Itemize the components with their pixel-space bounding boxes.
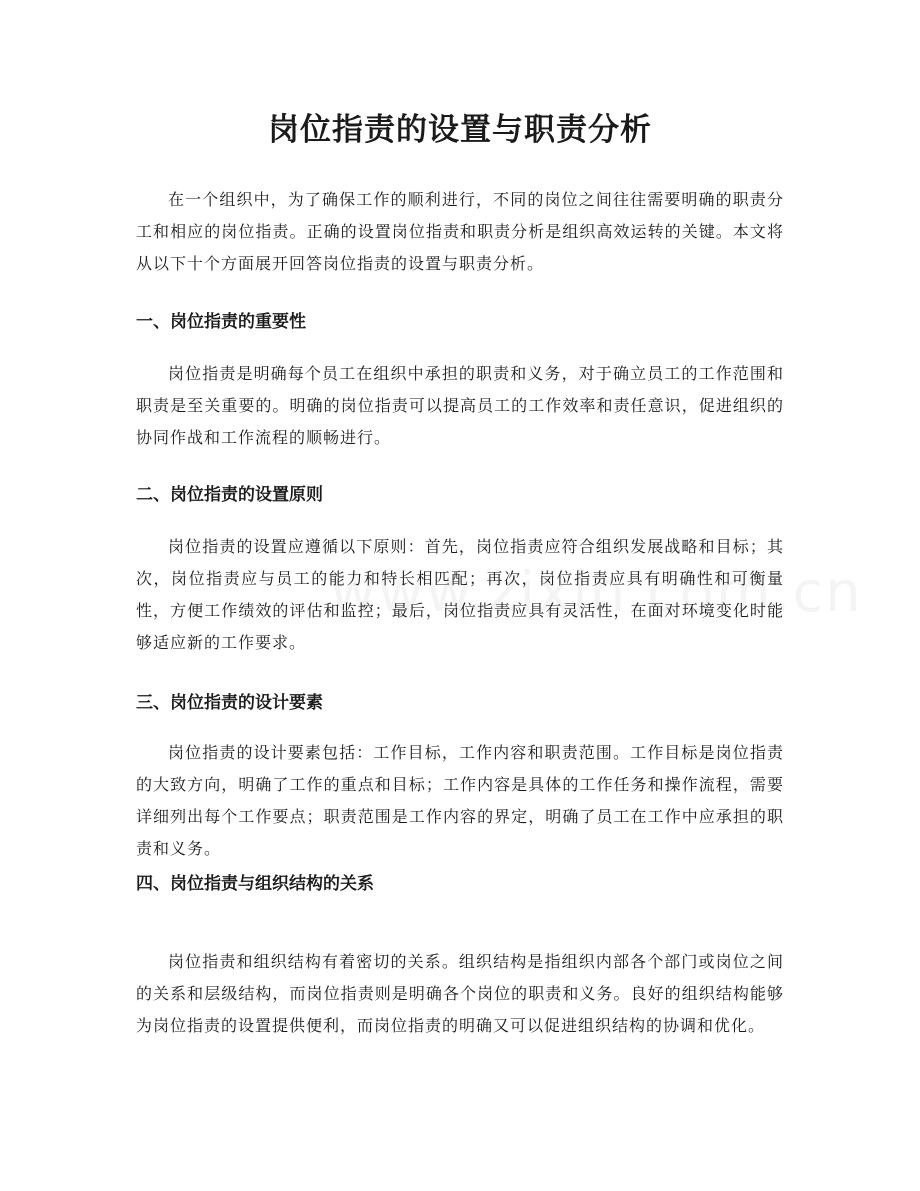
intro-paragraph: 在一个组织中，为了确保工作的顺利进行，不同的岗位之间往往需要明确的职责分工和相应的岗位指责。正确的设置岗位指责和职责分析是组织高效运转的关键。本文将从以下十个方面展开回答岗位指责的设置与职责分析。 <box>136 190 784 273</box>
section-heading-3: 三、岗位指责的设计要素 <box>136 693 323 713</box>
document-title: 岗位指责的设置与职责分析 <box>268 112 652 148</box>
section-body-1: 岗位指责是明确每个员工在组织中承担的职责和义务，对于确立员工的工作范围和职责是至关重要的。明确的岗位指责可以提高员工的工作效率和责任意识，促进组织的协同作战和工作流程的顺畅进行。 <box>136 364 784 447</box>
section-body-3: 岗位指责的设计要素包括：工作目标，工作内容和职责范围。工作目标是岗位指责的大致方向，明确了工作的重点和目标；工作内容是具体的工作任务和操作流程，需要详细列出每个工作要点；职责范围是工作内容的界定，明确了员工在工作中应承担的职责和义务。 <box>136 743 784 858</box>
section-body-2: 岗位指责的设置应遵循以下原则：首先，岗位指责应符合组织发展战略和目标；其次，岗位指责应与员工的能力和特长相匹配；再次，岗位指责应具有明确性和可衡量性，方便工作绩效的评估和监控；最后，岗位指责应具有灵活性，在面对环境变化时能够适应新的工作要求。 <box>136 537 784 652</box>
section-heading-4: 四、岗位指责与组织结构的关系 <box>136 874 374 894</box>
section-heading-1: 一、岗位指责的重要性 <box>136 312 306 332</box>
section-body-4: 岗位指责和组织结构有着密切的关系。组织结构是指组织内部各个部门或岗位之间的关系和层级结构，而岗位指责则是明确各个岗位的职责和义务。良好的组织结构能够为岗位指责的设置提供便利，而岗位指责的明确又可以促进组织结构的协调和优化。 <box>136 952 784 1035</box>
section-heading-2: 二、岗位指责的设置原则 <box>136 485 323 505</box>
